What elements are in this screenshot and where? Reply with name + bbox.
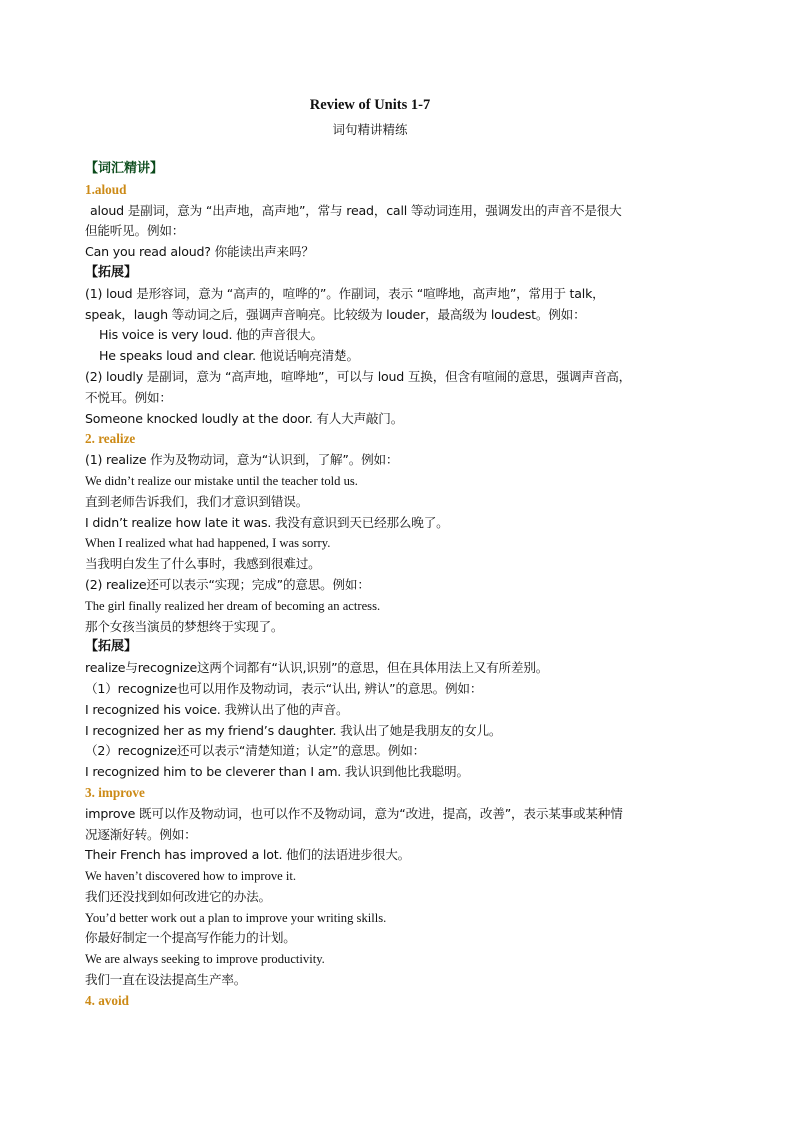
paragraph-line: aloud 是副词，意为 “出声地，高声地”，常与 read，call 等动词连用，强调发出的声音不是很大	[90, 202, 622, 218]
paragraph-line: (2) realize还可以表示“实现；完成”的意思。例如：	[85, 576, 370, 592]
paragraph-line: speak，laugh 等动词之后，强调声音响亮。比较级为 louder，最高级为 loudest。例如：	[85, 306, 586, 322]
example-line: When I realized what had happened, I was sorry.	[85, 536, 331, 551]
translation-line: 当我明白发生了什么事时，我感到很难过。	[85, 556, 321, 572]
section-heading-vocab: 【词汇精讲】	[85, 161, 164, 176]
word-heading-avoid: 4. avoid	[85, 992, 129, 1008]
example-line: We are always seeking to improve productivity.	[85, 952, 325, 967]
paragraph-line: 况逐渐好转。例如：	[85, 826, 197, 842]
example-line: I recognized him to be cleverer than I am. 我认识到他比我聪明。	[85, 764, 469, 780]
paragraph-line: （1）recognize也可以用作及物动词，表示“认出, 辨认”的意思。例如：	[85, 680, 483, 696]
paragraph-line: 不悦耳。例如：	[85, 389, 172, 405]
paragraph-line: （2）recognize还可以表示“清楚知道；认定”的意思。例如：	[85, 743, 426, 759]
example-line: The girl finally realized her dream of becoming an actress.	[85, 598, 381, 613]
document-subtitle: 词句精讲精练	[332, 122, 408, 137]
example-line: I didn’t realize how late it was. 我没有意识到天已经那么晚了。	[85, 514, 449, 530]
word-heading-realize: 2. realize	[85, 431, 136, 447]
translation-line: 你最好制定一个提高写作能力的计划。	[85, 930, 296, 946]
example-line: I recognized his voice. 我辨认出了他的声音。	[85, 701, 349, 717]
example-line: Someone knocked loudly at the door. 有人大声敲门。	[85, 410, 404, 426]
example-line: We didn’t realize our mistake until the teacher told us.	[85, 473, 358, 488]
example-line: Can you read aloud? 你能读出声来吗？	[85, 244, 314, 260]
paragraph-line: 但能听见。例如：	[85, 223, 185, 239]
word-heading-aloud: 1.aloud	[85, 181, 127, 197]
translation-line: 那个女孩当演员的梦想终于实现了。	[85, 618, 284, 634]
extension-heading: 【拓展】	[85, 264, 138, 280]
paragraph-line: (1) loud 是形容词，意为 “高声的，喧哗的”。作副词，表示 “喧哗地，高声地”，常用于 talk，	[85, 285, 605, 301]
extension-heading: 【拓展】	[85, 639, 138, 655]
document-body	[85, 159, 685, 1012]
paragraph-line: (2) loudly 是副词，意为 “高声地，喧哗地”，可以与 loud 互换，但含有喧闹的意思，强调声音高，	[85, 368, 631, 384]
translation-line: 直到老师告诉我们，我们才意识到错误。	[85, 493, 309, 509]
example-line: His voice is very loud. 他的声音很大。	[99, 327, 323, 343]
paragraph-line: improve 既可以作及物动词，也可以作不及物动词，意为“改进，提高，改善”，表示某事或某种情	[85, 805, 623, 821]
translation-line: 我们还没找到如何改进它的办法。	[85, 888, 271, 904]
translation-line: 我们一直在设法提高生产率。	[85, 972, 247, 988]
word-heading-improve: 3. improve	[85, 784, 145, 800]
document-title: Review of Units 1-7	[309, 97, 431, 113]
example-line: We haven’t discovered how to improve it.	[85, 869, 297, 884]
paragraph-line: realize与recognize这两个词都有“认识,识别”的意思，但在具体用法上又有所差别。	[85, 660, 549, 676]
example-line: You’d better work out a plan to improve your writing skills.	[85, 910, 387, 925]
example-line: He speaks loud and clear. 他说话响亮清楚。	[99, 348, 359, 364]
paragraph-line: (1) realize 作为及物动词，意为“认识到，了解”。例如：	[85, 452, 399, 468]
example-line: Their French has improved a lot. 他们的法语进步很大。	[85, 847, 411, 863]
example-line: I recognized her as my friend’s daughter. 我认出了她是我朋友的女儿。	[85, 722, 502, 738]
